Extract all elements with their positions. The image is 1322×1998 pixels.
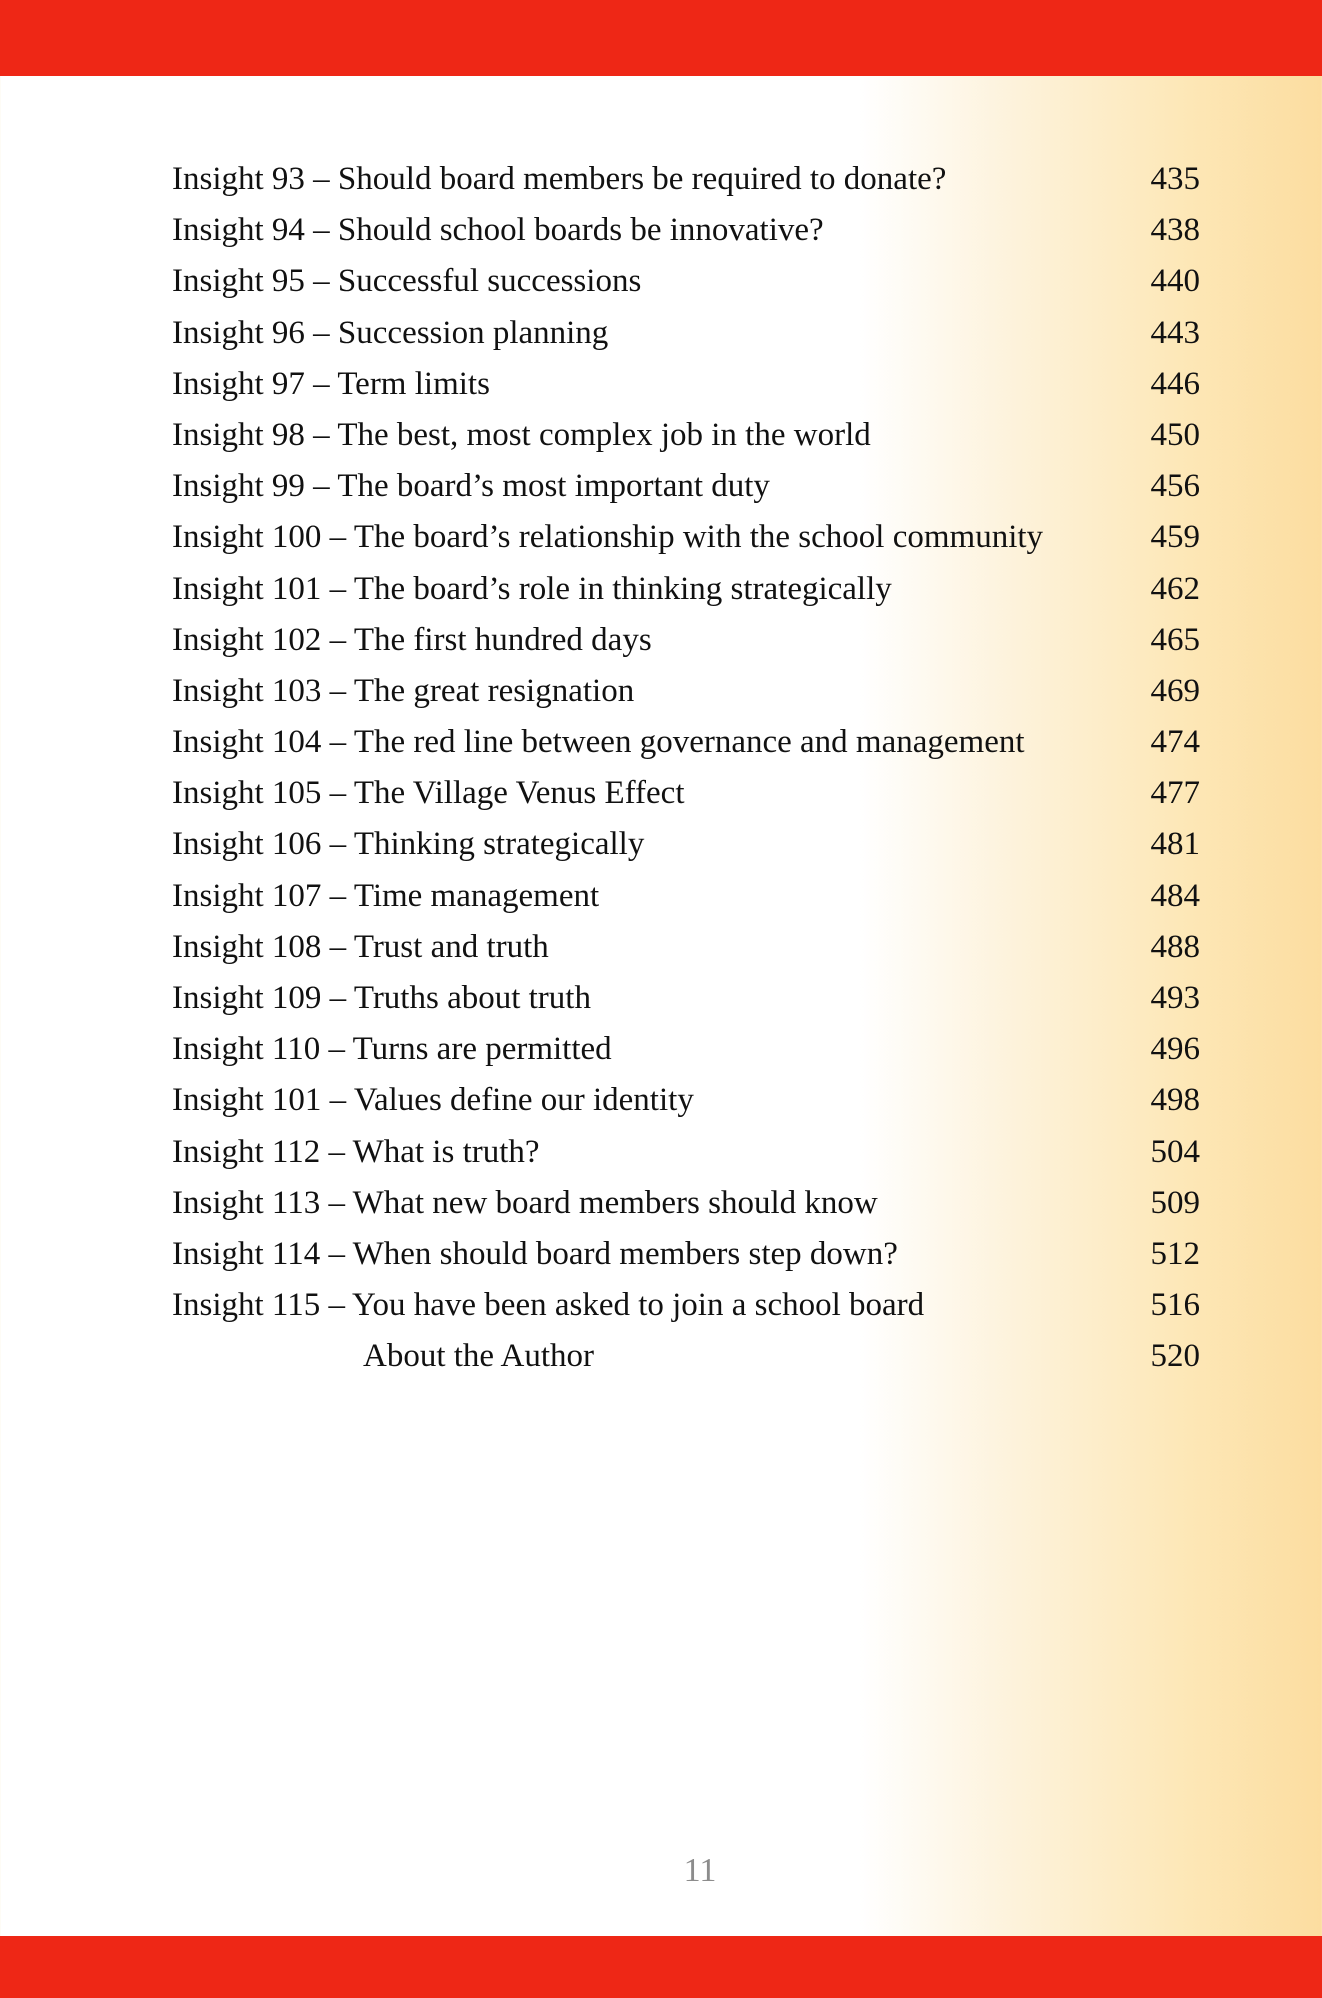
toc-entry-title: Insight 113 – What new board members should know bbox=[172, 1184, 878, 1221]
toc-entry-title: About the Author bbox=[363, 1338, 594, 1375]
toc-entry-page: 446 bbox=[1150, 365, 1200, 402]
toc-entry-title: Insight 101 – The board’s role in thinking strategically bbox=[172, 570, 892, 607]
toc-entry-about-author[interactable] bbox=[172, 1331, 1200, 1382]
toc-entry[interactable] bbox=[172, 922, 1200, 973]
toc-entry-page: 520 bbox=[1150, 1338, 1200, 1375]
toc-entry-title: Insight 95 – Successful successions bbox=[172, 263, 642, 300]
toc-entry[interactable] bbox=[172, 461, 1200, 512]
toc-entry[interactable] bbox=[172, 1280, 1200, 1331]
toc-entry[interactable] bbox=[172, 154, 1200, 205]
toc-entry-title: Insight 97 – Term limits bbox=[172, 365, 490, 402]
toc-entry-page: 498 bbox=[1150, 1082, 1200, 1119]
toc-entry[interactable] bbox=[172, 768, 1200, 819]
toc-entry-title: Insight 93 – Should board members be required to donate? bbox=[172, 161, 947, 197]
toc-entry-title: Insight 102 – The first hundred days bbox=[172, 621, 652, 658]
toc-entry-page: 504 bbox=[1150, 1133, 1200, 1170]
toc-entry-title: Insight 112 – What is truth? bbox=[172, 1133, 540, 1170]
toc-entry[interactable] bbox=[172, 1178, 1200, 1229]
toc-entry-page: 456 bbox=[1150, 468, 1200, 505]
toc-entry-page: 477 bbox=[1150, 775, 1200, 812]
toc-entry[interactable] bbox=[172, 1075, 1200, 1126]
toc-entry-page: 462 bbox=[1150, 570, 1200, 607]
toc-entry-title: Insight 107 – Time management bbox=[172, 877, 600, 914]
toc-entry-page: 496 bbox=[1150, 1031, 1200, 1068]
toc-entry-page: 512 bbox=[1150, 1235, 1200, 1272]
toc-entry-page: 474 bbox=[1150, 724, 1200, 761]
toc-entry-page: 465 bbox=[1150, 621, 1200, 658]
toc-entry[interactable] bbox=[172, 717, 1200, 768]
toc-entry-page: 481 bbox=[1150, 826, 1200, 863]
toc-entry[interactable] bbox=[172, 410, 1200, 461]
toc-entry[interactable] bbox=[172, 308, 1200, 359]
toc-entry[interactable] bbox=[172, 205, 1200, 256]
toc-entry-title: Insight 99 – The board’s most important duty bbox=[172, 468, 770, 505]
toc-entry[interactable] bbox=[172, 819, 1200, 870]
toc-entry-title: Insight 96 – Succession planning bbox=[172, 314, 609, 351]
toc-entry-title: Insight 94 – Should school boards be innovative? bbox=[172, 212, 824, 249]
toc-entry-page: 469 bbox=[1150, 672, 1200, 709]
toc-entry-page: 440 bbox=[1150, 263, 1200, 300]
toc-entry-title: Insight 109 – Truths about truth bbox=[172, 980, 591, 1016]
top-color-band bbox=[0, 0, 1322, 76]
toc-entry[interactable] bbox=[172, 1024, 1200, 1075]
toc-entry-title: Insight 108 – Trust and truth bbox=[172, 928, 549, 965]
toc-entry-page: 516 bbox=[1150, 1287, 1200, 1324]
toc-entry-page: 493 bbox=[1150, 980, 1200, 1016]
toc-entry-title: Insight 114 – When should board members step down? bbox=[172, 1235, 898, 1272]
toc-entry-title: Insight 100 – The board’s relationship with the school community bbox=[172, 519, 1044, 556]
toc-entry[interactable] bbox=[172, 871, 1200, 922]
toc-entry-page: 459 bbox=[1150, 519, 1200, 556]
toc-entry-title: Insight 104 – The red line between governance and management bbox=[172, 724, 1025, 761]
toc-entry[interactable] bbox=[172, 973, 1200, 1024]
toc-entry[interactable] bbox=[172, 1127, 1200, 1178]
bottom-color-band bbox=[0, 1936, 1322, 1998]
toc-entry-title: Insight 110 – Turns are permitted bbox=[172, 1031, 612, 1068]
toc-entry-title: Insight 103 – The great resignation bbox=[172, 672, 635, 709]
toc-entry-page: 450 bbox=[1150, 416, 1200, 453]
toc-entry-page: 484 bbox=[1150, 877, 1200, 914]
toc-entry[interactable] bbox=[172, 564, 1200, 615]
table-of-contents bbox=[172, 154, 1200, 1383]
toc-entry-title: Insight 106 – Thinking strategically bbox=[172, 826, 645, 863]
toc-entry-title: Insight 101 – Values define our identity bbox=[172, 1082, 694, 1119]
toc-entry[interactable] bbox=[172, 615, 1200, 666]
toc-entry-page: 509 bbox=[1150, 1184, 1200, 1221]
toc-entry[interactable] bbox=[172, 359, 1200, 410]
toc-entry[interactable] bbox=[172, 666, 1200, 717]
toc-entry[interactable] bbox=[172, 1229, 1200, 1280]
page-number: 11 bbox=[683, 1852, 717, 1889]
toc-entry-title: Insight 105 – The Village Venus Effect bbox=[172, 775, 685, 812]
toc-entry-page: 443 bbox=[1150, 314, 1200, 351]
toc-entry-page: 488 bbox=[1150, 928, 1200, 965]
toc-entry-title: Insight 115 – You have been asked to join a school board bbox=[172, 1287, 925, 1324]
toc-entry-title: Insight 98 – The best, most complex job in the world bbox=[172, 416, 871, 453]
toc-entry[interactable] bbox=[172, 256, 1200, 307]
toc-entry[interactable] bbox=[172, 512, 1200, 563]
toc-entry-page: 438 bbox=[1150, 212, 1200, 249]
toc-entry-page: 435 bbox=[1150, 161, 1200, 197]
